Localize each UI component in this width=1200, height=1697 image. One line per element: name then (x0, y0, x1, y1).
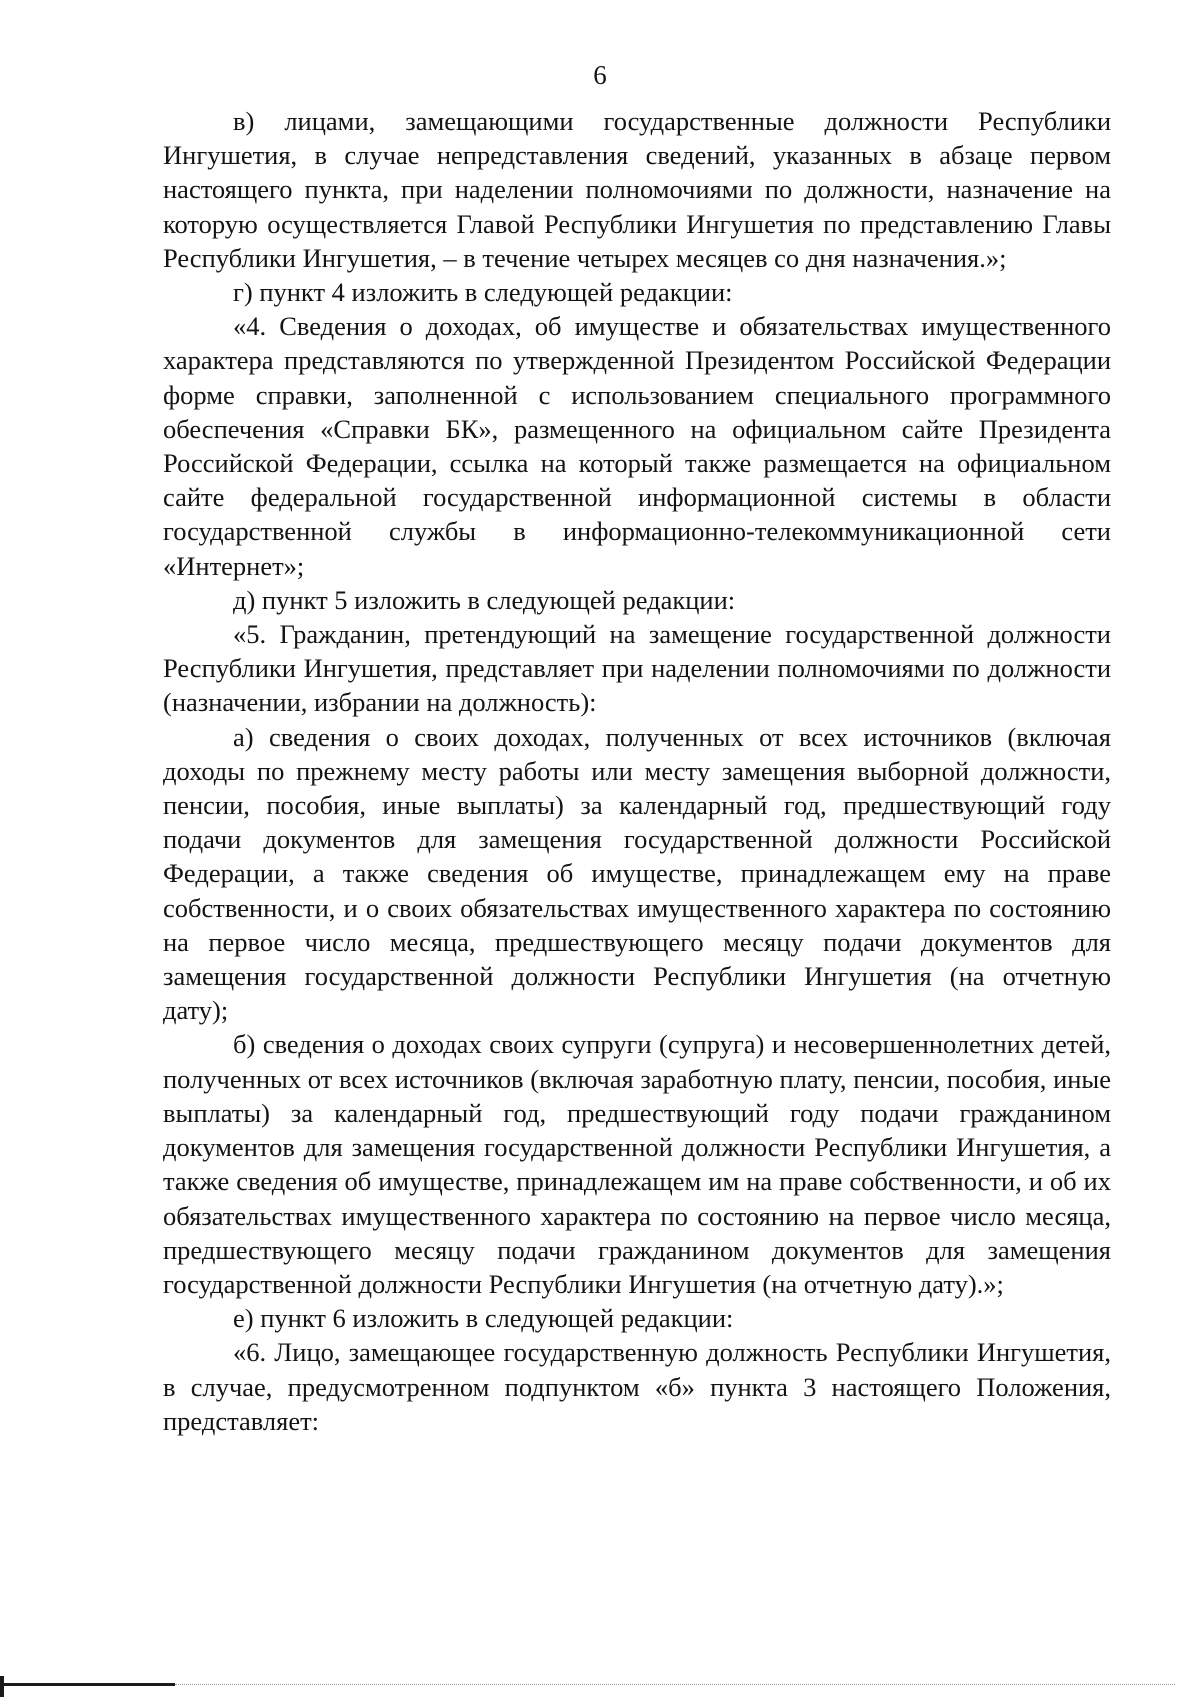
paragraph-e-item-6-header: е) пункт 6 изложить в следующей редакции: (233, 1303, 734, 1334)
paragraph-d-item-5-header: д) пункт 5 изложить в следующей редакции: (233, 584, 736, 615)
paragraph-a-own-income: а) сведения о своих доходах, полученных от всех источников (включая доходы по прежнему месту работы или месту замещения выборной должности, пенсии, пособия, иные выплаты) за календарный год, предшествующий году подачи документов для замещения государственной должности Российской Федерации, а также сведения об имуществе, принадлежащем ему на праве собственности, и о своих обязательствах имущественного характера по состоянию на первое число месяца, предшествующего месяцу подачи документов для замещения государственной должности Республики Ингушетия (на отчетную дату); (163, 721, 1111, 1026)
document-body (163, 104, 1111, 1438)
scan-noise-line (175, 1684, 1175, 1686)
page-number: 6 (593, 60, 607, 90)
scan-bottom-edge (0, 1683, 175, 1686)
paragraph-item-5-text: «5. Гражданин, претендующий на замещение государственной должности Республики Ингушетия, представляет при наделении полномочиями по должности (назначении, избрании на должность): (163, 619, 1111, 718)
paragraph-item-6-text: «6. Лицо, замещающее государственную должность Республики Ингушетия, в случае, предусмотренном подпунктом «б» пункта 3 настоящего Положения, представляет: (163, 1337, 1111, 1436)
paragraph-g-item-4-header: г) пункт 4 изложить в следующей редакции: (233, 277, 733, 308)
paragraph-item-4-text: «4. Сведения о доходах, об имуществе и обязательствах имущественного характера представляются по утвержденной Президентом Российской Федерации форме справки, заполненной с использованием специального программного обеспечения «Справки БК», размещенного на официальном сайте Президента Российской Федерации, ссылка на который также размещается на официальном сайте федеральной государственной информационной системы в области государственной службы в информационно-телекоммуникационной сети «Интернет»; (163, 311, 1111, 581)
paragraph-b-family-income: б) сведения о доходах своих супруги (супруга) и несовершеннолетних детей, полученных от всех источников (включая заработную плату, пенсии, пособия, иные выплаты) за календарный год, предшествующий году подачи гражданином документов для замещения государственной должности Республики Ингушетия, а также сведения об имуществе, принадлежащем им на праве собственности, и об их обязательствах имущественного характера по состоянию на первое число месяца, предшествующего месяцу подачи гражданином документов для замещения государственной должности Республики Ингушетия (на отчетную дату).»; (163, 1029, 1111, 1299)
scan-edge-mark (0, 1676, 4, 1697)
paragraph-v-persons: в) лицами, замещающими государственные должности Республики Ингушетия, в случае непредставления сведений, указанных в абзаце первом настоящего пункта, при наделении полномочиями по должности, назначение на которую осуществляется Главой Республики Ингушетия по представлению Главы Республики Ингушетия, – в течение четырех месяцев со дня назначения.»; (163, 106, 1111, 273)
